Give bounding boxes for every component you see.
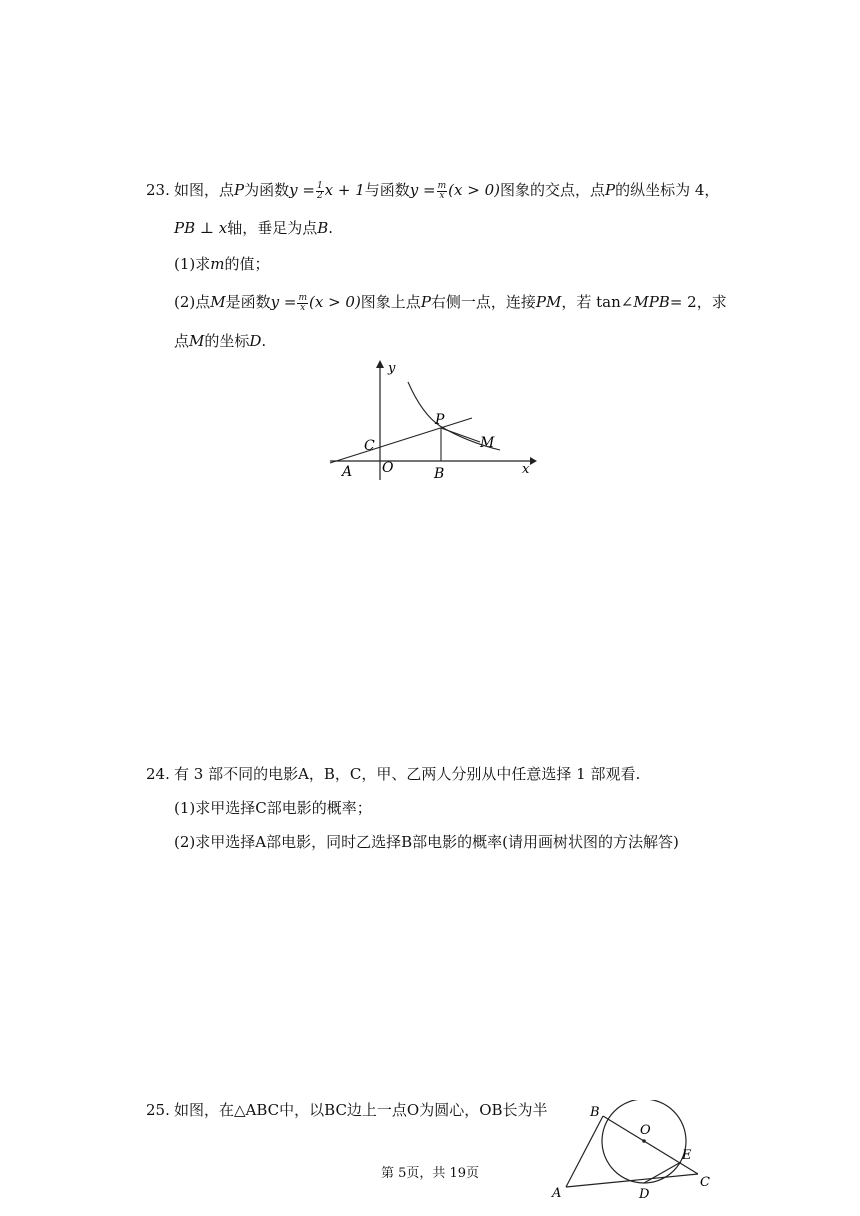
fraction-m-over-x: $\frac{m}{x}$ (437, 180, 447, 201)
q23-part1: (1)求m的值； (174, 255, 270, 273)
label-b-25: B (590, 1105, 600, 1120)
label-d-25: D (639, 1187, 650, 1200)
q25-figure (548, 1100, 718, 1200)
center-point (642, 1139, 646, 1143)
fraction-one-half: $\frac{1}{2}$ (316, 180, 323, 201)
label-p: P (435, 412, 445, 428)
page-footer: 第 5页，共 19页 (380, 1166, 480, 1181)
label-m: M (480, 435, 495, 451)
q23-line2: PB ⊥ x轴，垂足为点B. (174, 219, 334, 237)
label-b: B (434, 466, 445, 482)
q24-line1: 24. 有 3 部不同的电影A，B，C，甲、乙两人分别从中任意选择 1 部观看. (146, 765, 641, 783)
q25-number: 25. (146, 1101, 170, 1119)
q23-figure (322, 352, 542, 482)
label-a-25: A (552, 1186, 562, 1200)
label-c: C (364, 438, 375, 454)
q24-number: 24. (146, 765, 170, 783)
q24-part2: (2)求甲选择A部电影，同时乙选择B部电影的概率(请用画树状图的方法解答) (174, 833, 679, 851)
q23-part2-line1: (2)点M是函数y = $\frac{m}{x}$ (x > 0)图象上点P右侧一点，连接PM，若 tan∠MPB= 2，求 (174, 292, 727, 313)
q24-part1: (1)求甲选择C部电影的概率； (174, 799, 372, 817)
label-c-25: C (700, 1175, 710, 1190)
q23-line1: 23. 如图，点P为函数y = $\frac{1}{2}$ x + 1与函数y = $\frac{m}{x}$ (x > 0)图象的交点，点P的纵坐标为 4， (146, 180, 720, 201)
label-x: x (522, 462, 530, 477)
q23-part2-line2: 点M的坐标D. (174, 332, 267, 350)
segment-pm (441, 428, 480, 442)
x-axis-arrow (530, 457, 537, 465)
label-o: O (382, 460, 394, 476)
label-o-25: O (640, 1123, 651, 1138)
linear-function-line (330, 418, 472, 463)
q23-number: 23. (146, 181, 170, 199)
fraction-m-over-x-2: $\frac{m}{x}$ (298, 292, 307, 313)
label-e-25: E (682, 1148, 692, 1163)
q25-line1: 25. 如图，在△ABC中，以BC边上一点O为圆心，OB长为半 (146, 1101, 548, 1119)
label-a: A (342, 464, 353, 480)
y-axis-arrow (376, 360, 384, 368)
label-y: y (388, 361, 396, 376)
